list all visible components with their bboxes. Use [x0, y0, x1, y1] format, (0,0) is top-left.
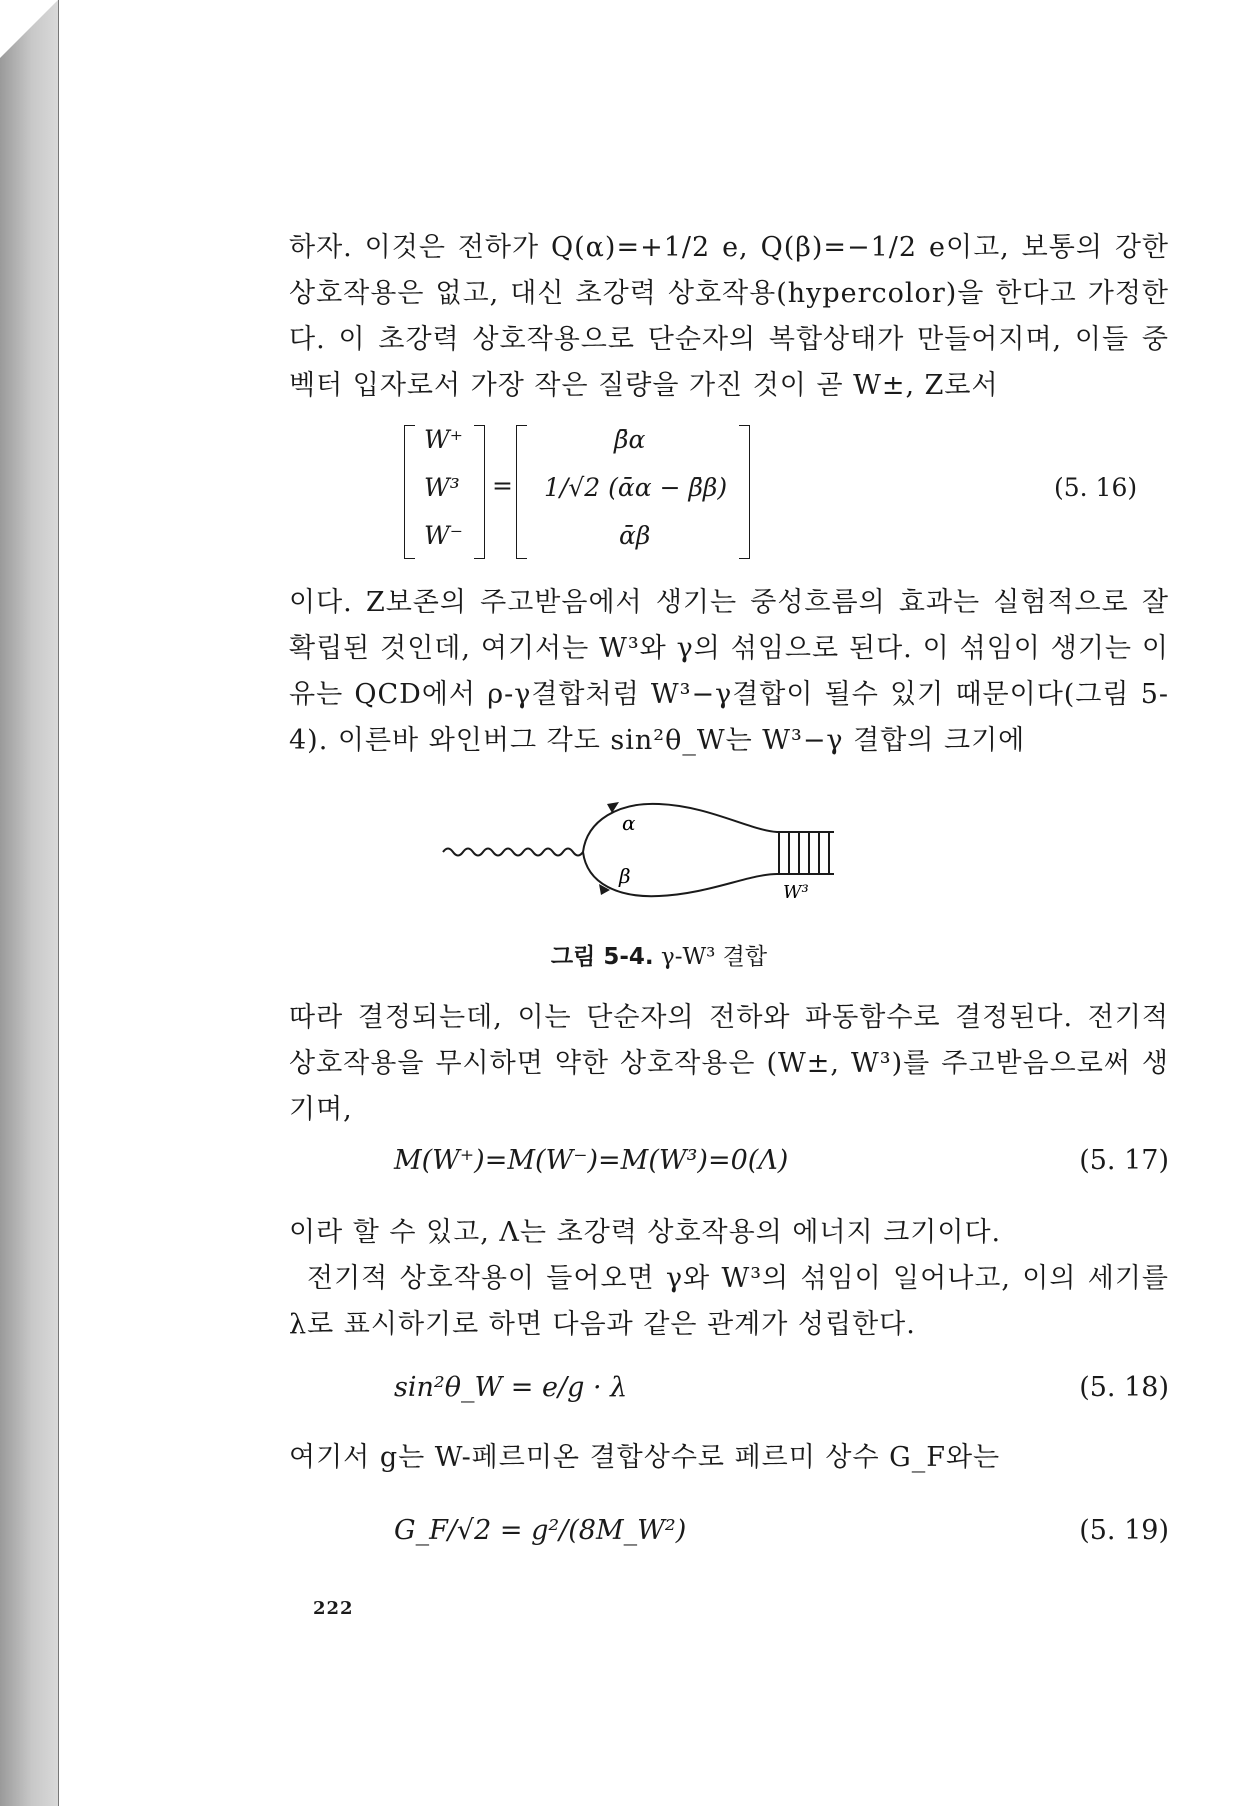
equation-5-19-body: G_F/√2 = g²/(8M_W²): [394, 1515, 687, 1546]
equation-5-18-body: sin²θ_W = e/g · λ: [394, 1372, 628, 1403]
paragraph-4: [289, 1210, 1169, 1348]
paragraph-2-text: 이다. Z보존의 주고받음에서 생기는 중성흐름의 효과는 실험적으로 잘 확립된 것인데, 여기서는 W³와 γ의 섞임으로 된다. 이 섞임이 생기는 이유는 QCD에서 ρ-γ결합처럼 W³−γ결합이 될수 있기 때문이다(그림 5-4). 이른바 와인버그 각도 sin²θ_W는 W³−γ 결합의 크기에: [289, 587, 1169, 756]
right-bracket-open: [516, 425, 527, 559]
equation-5-16: [404, 425, 1174, 557]
paragraph-2: [289, 580, 1169, 764]
book-spine: [0, 0, 58, 1806]
equation-5-18: [289, 1372, 1169, 1403]
paragraph-5-text: 전기적 상호작용이 들어오면 γ와 W³의 섞임이 일어나고, 이의 세기를 λ로 표시하기로 하면 다음과 같은 관계가 성립한다.: [289, 1263, 1169, 1340]
matrix-lhs-2: W³: [424, 473, 460, 502]
paragraph-1-text: 하자. 이것은 전하가 Q(α)=+1/2 e, Q(β)=−1/2 e이고, 보통의 강한 상호작용은 없고, 대신 초강력 상호작용(hypercolor)을 한다고 가정한다. 이 초강력 상호작용으로 단순자의 복합상태가 만들어지며, 이들 중 벡터 입자로서 가장 작은 질량을 가진 것이 곧 W±, Z로서: [289, 232, 1169, 401]
paragraph-3: [289, 995, 1169, 1133]
left-bracket-close: [474, 425, 485, 559]
equation-5-19: [289, 1515, 1169, 1546]
matrix-rhs-3: ᾱβ: [619, 521, 651, 550]
equals-sign: =: [492, 471, 513, 500]
figure-caption-label: 그림 5-4.: [550, 944, 654, 970]
equation-number-5-18: (5. 18): [1079, 1372, 1169, 1403]
paragraph-4-text: 이라 할 수 있고, Λ는 초강력 상호작용의 에너지 크기이다.: [289, 1217, 1002, 1248]
matrix-rhs-2: 1/√2 (ᾱα − β̄β): [544, 473, 728, 502]
book-corner: [0, 0, 58, 58]
matrix-lhs-3: W⁻: [424, 521, 463, 550]
equation-number-5-16: (5. 16): [1054, 473, 1138, 502]
equation-5-17-body: M(W⁺)=M(W⁻)=M(W³)=0(Λ): [394, 1145, 789, 1176]
alpha-label: α: [622, 811, 636, 835]
page-number: 222: [313, 1598, 354, 1619]
left-bracket-open: [404, 425, 415, 559]
matrix-rhs-1: β̄α: [614, 425, 646, 454]
beta-label: β: [619, 864, 631, 888]
paragraph-3-text: 따라 결정되는데, 이는 단순자의 전하와 파동함수로 결정된다. 전기적 상호작용을 무시하면 약한 상호작용은 (W±, W³)를 주고받음으로써 생기며,: [289, 1002, 1169, 1125]
equation-number-5-17: (5. 17): [1079, 1145, 1169, 1176]
w3-ladder: [779, 832, 829, 874]
photon-wavy-line: [443, 849, 583, 856]
equation-5-17: [289, 1145, 1169, 1176]
matrix-lhs-1: W⁺: [424, 425, 463, 454]
figure-caption: [59, 938, 1258, 971]
book-page: [58, 0, 1258, 1806]
equation-number-5-19: (5. 19): [1079, 1515, 1169, 1546]
paragraph-6-text: 여기서 g는 W-페르미온 결합상수로 페르미 상수 G_F와는: [289, 1442, 1001, 1473]
figure-gamma-w3-coupling: [59, 780, 1258, 920]
paragraph-6: [289, 1435, 1169, 1481]
paragraph-1: [289, 225, 1169, 409]
right-bracket-close: [739, 425, 750, 559]
w3-label: W³: [783, 882, 809, 903]
figure-caption-text: γ-W³ 결합: [660, 944, 768, 970]
